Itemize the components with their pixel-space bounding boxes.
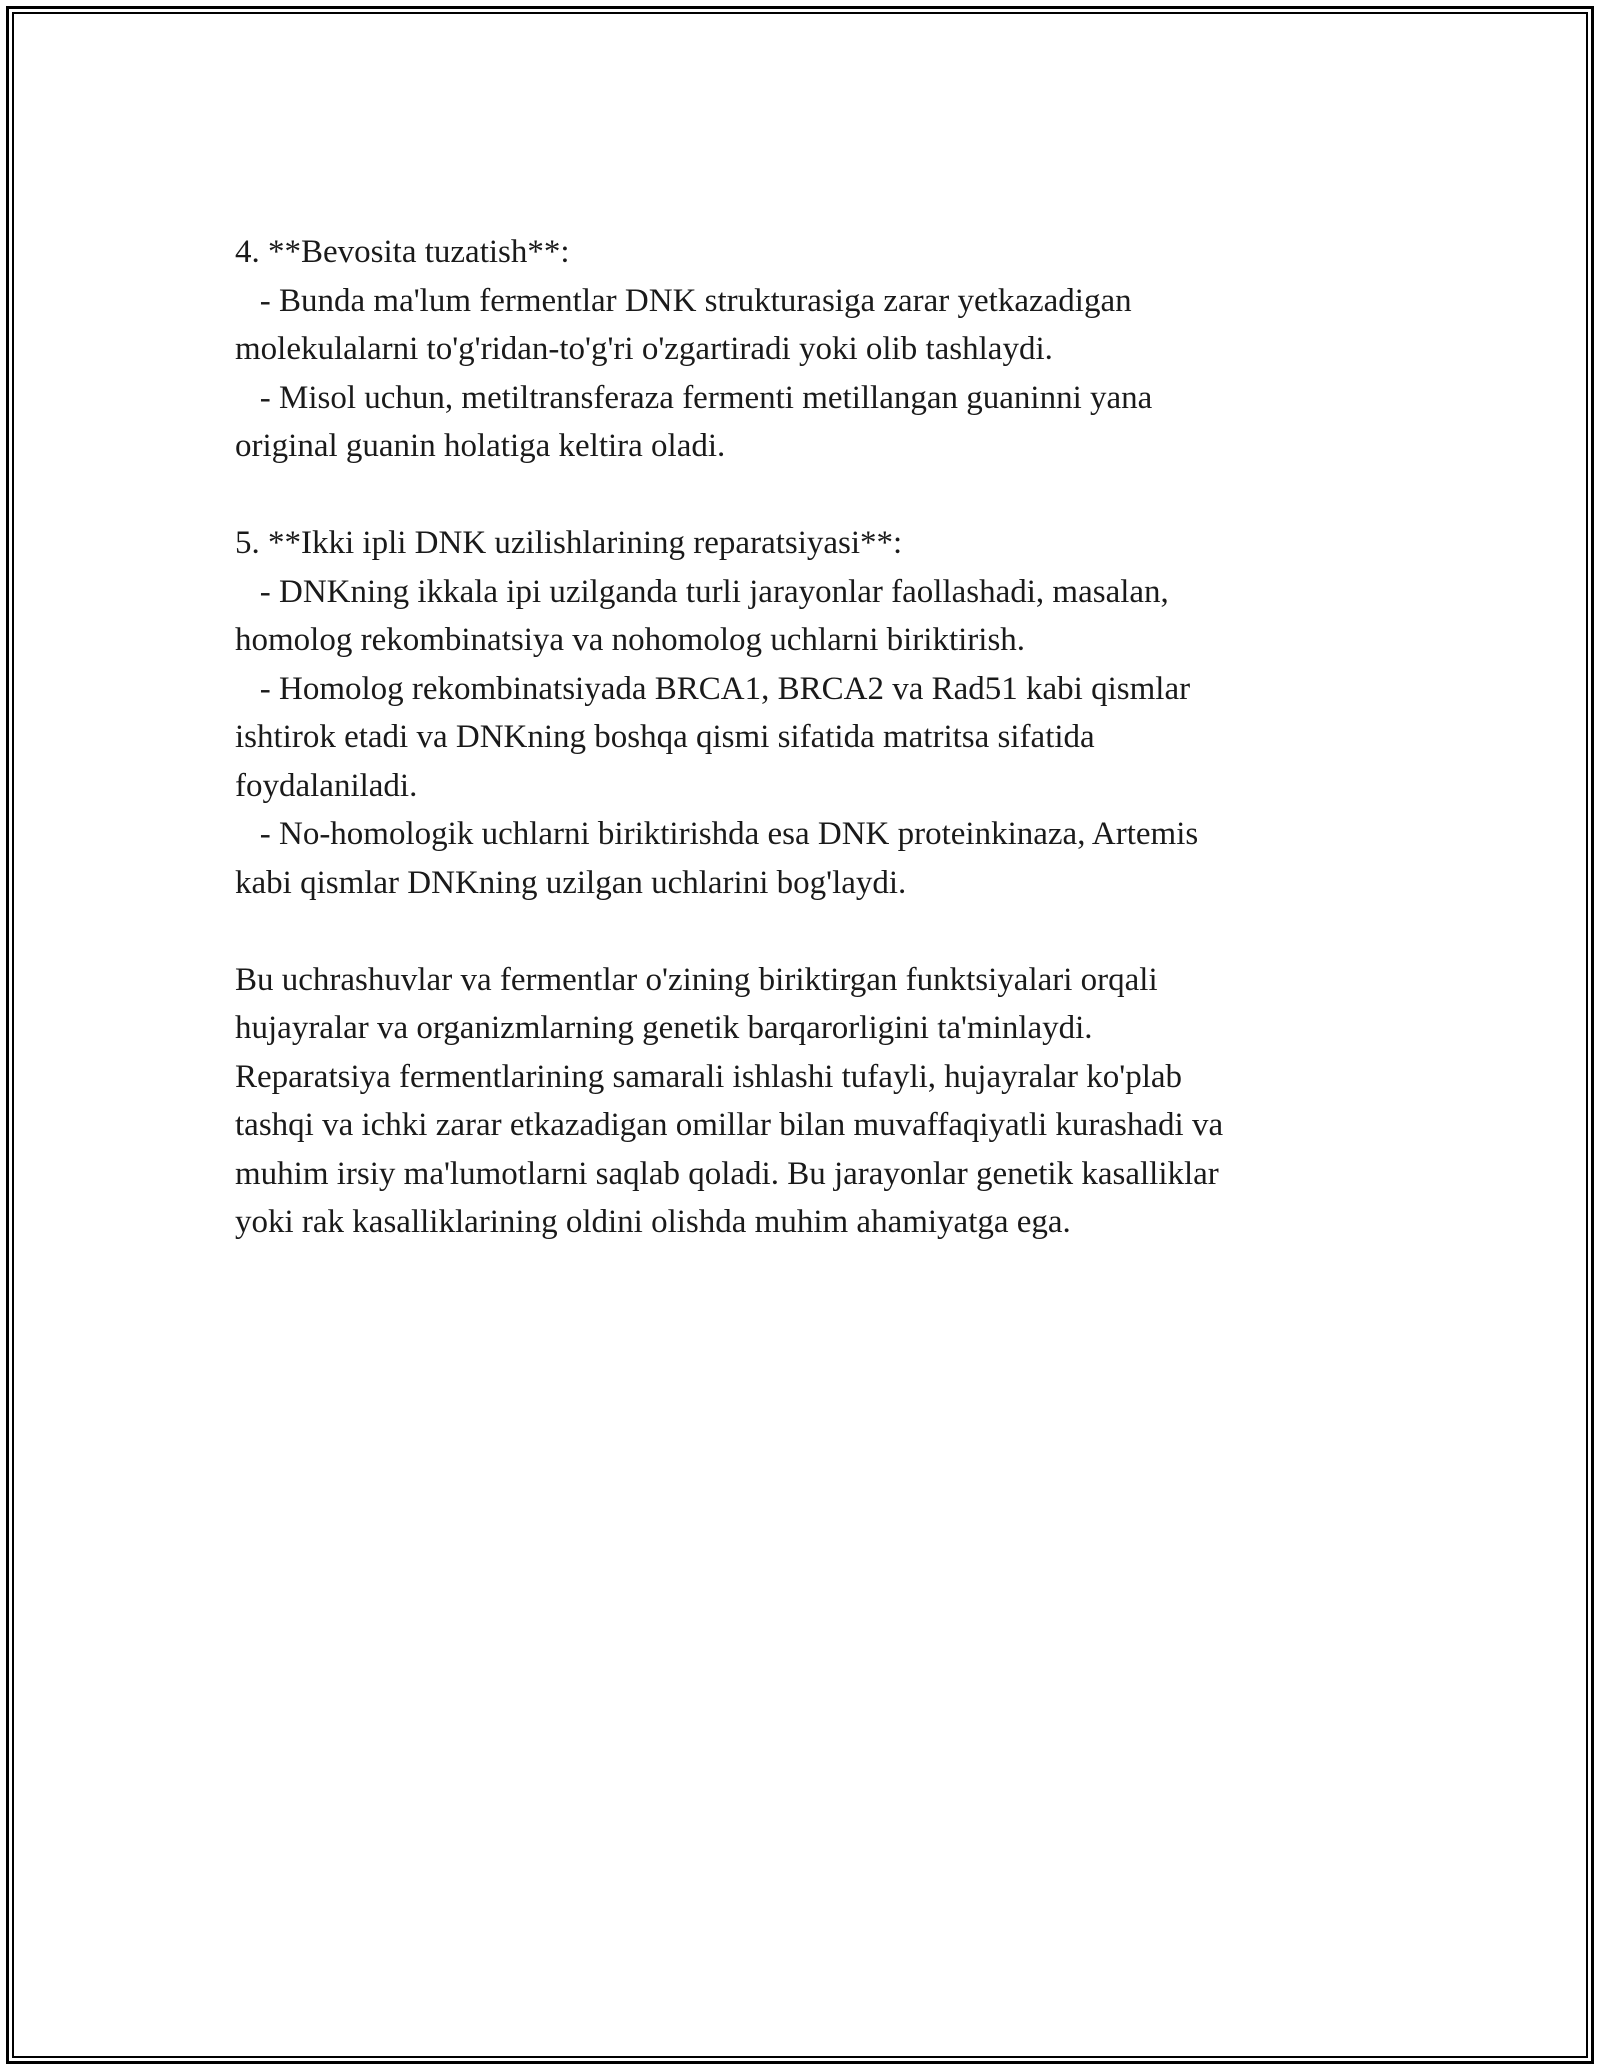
- text-line: homolog rekombinatsiya va nohomolog uchlarni biriktirish.: [235, 622, 1026, 658]
- section-ikki-ipli-dnk: [235, 519, 1385, 907]
- section-bevosita-tuzatish: [235, 228, 1385, 471]
- text-line: hujayralar va organizmlarning genetik barqarorligini ta'minlaydi.: [235, 1010, 1093, 1046]
- text-line: - DNKning ikkala ipi uzilganda turli jarayonlar faollashadi, masalan,: [235, 573, 1169, 610]
- document-body: [235, 228, 1385, 1247]
- conclusion-paragraph: [235, 956, 1385, 1247]
- text-line: Bu uchrashuvlar va fermentlar o'zining biriktirgan funktsiyalari orqali: [235, 961, 1158, 998]
- text-line: foydalaniladi.: [235, 767, 418, 804]
- text-line: Reparatsiya fermentlarining samarali ishlashi tufayli, hujayralar ko'plab: [235, 1058, 1183, 1095]
- paragraph-spacer: [235, 907, 1385, 956]
- section-heading: 5. **Ikki ipli DNK uzilishlarining reparatsiyasi**:: [235, 525, 903, 561]
- paragraph-spacer: [235, 471, 1385, 520]
- text-line: original guanin holatiga keltira oladi.: [235, 428, 726, 464]
- text-line: - Homolog rekombinatsiyada BRCA1, BRCA2 va Rad51 kabi qismlar: [235, 670, 1191, 707]
- text-line: - Misol uchun, metiltransferaza fermenti metillangan guaninni yana: [235, 379, 1153, 416]
- text-line: - Bunda ma'lum fermentlar DNK strukturasiga zarar yetkazadigan: [235, 282, 1132, 319]
- text-line: - No-homologik uchlarni biriktirishda esa DNK proteinkinaza, Artemis: [235, 816, 1199, 852]
- text-line: tashqi va ichki zarar etkazadigan omillar bilan muvaffaqiyatli kurashadi va: [235, 1107, 1224, 1143]
- text-line: muhim irsiy ma'lumotlarni saqlab qoladi. Bu jarayonlar genetik kasalliklar: [235, 1155, 1219, 1192]
- text-line: kabi qismlar DNKning uzilgan uchlarini bog'laydi.: [235, 864, 907, 901]
- text-line: ishtirok etadi va DNKning boshqa qismi sifatida matritsa sifatida: [235, 719, 1095, 755]
- text-line: molekulalarni to'g'ridan-to'g'ri o'zgartiradi yoki olib tashlaydi.: [235, 331, 1053, 367]
- text-line: yoki rak kasalliklarining oldini olishda muhim ahamiyatga ega.: [235, 1204, 1071, 1240]
- section-heading: 4. **Bevosita tuzatish**:: [235, 234, 570, 270]
